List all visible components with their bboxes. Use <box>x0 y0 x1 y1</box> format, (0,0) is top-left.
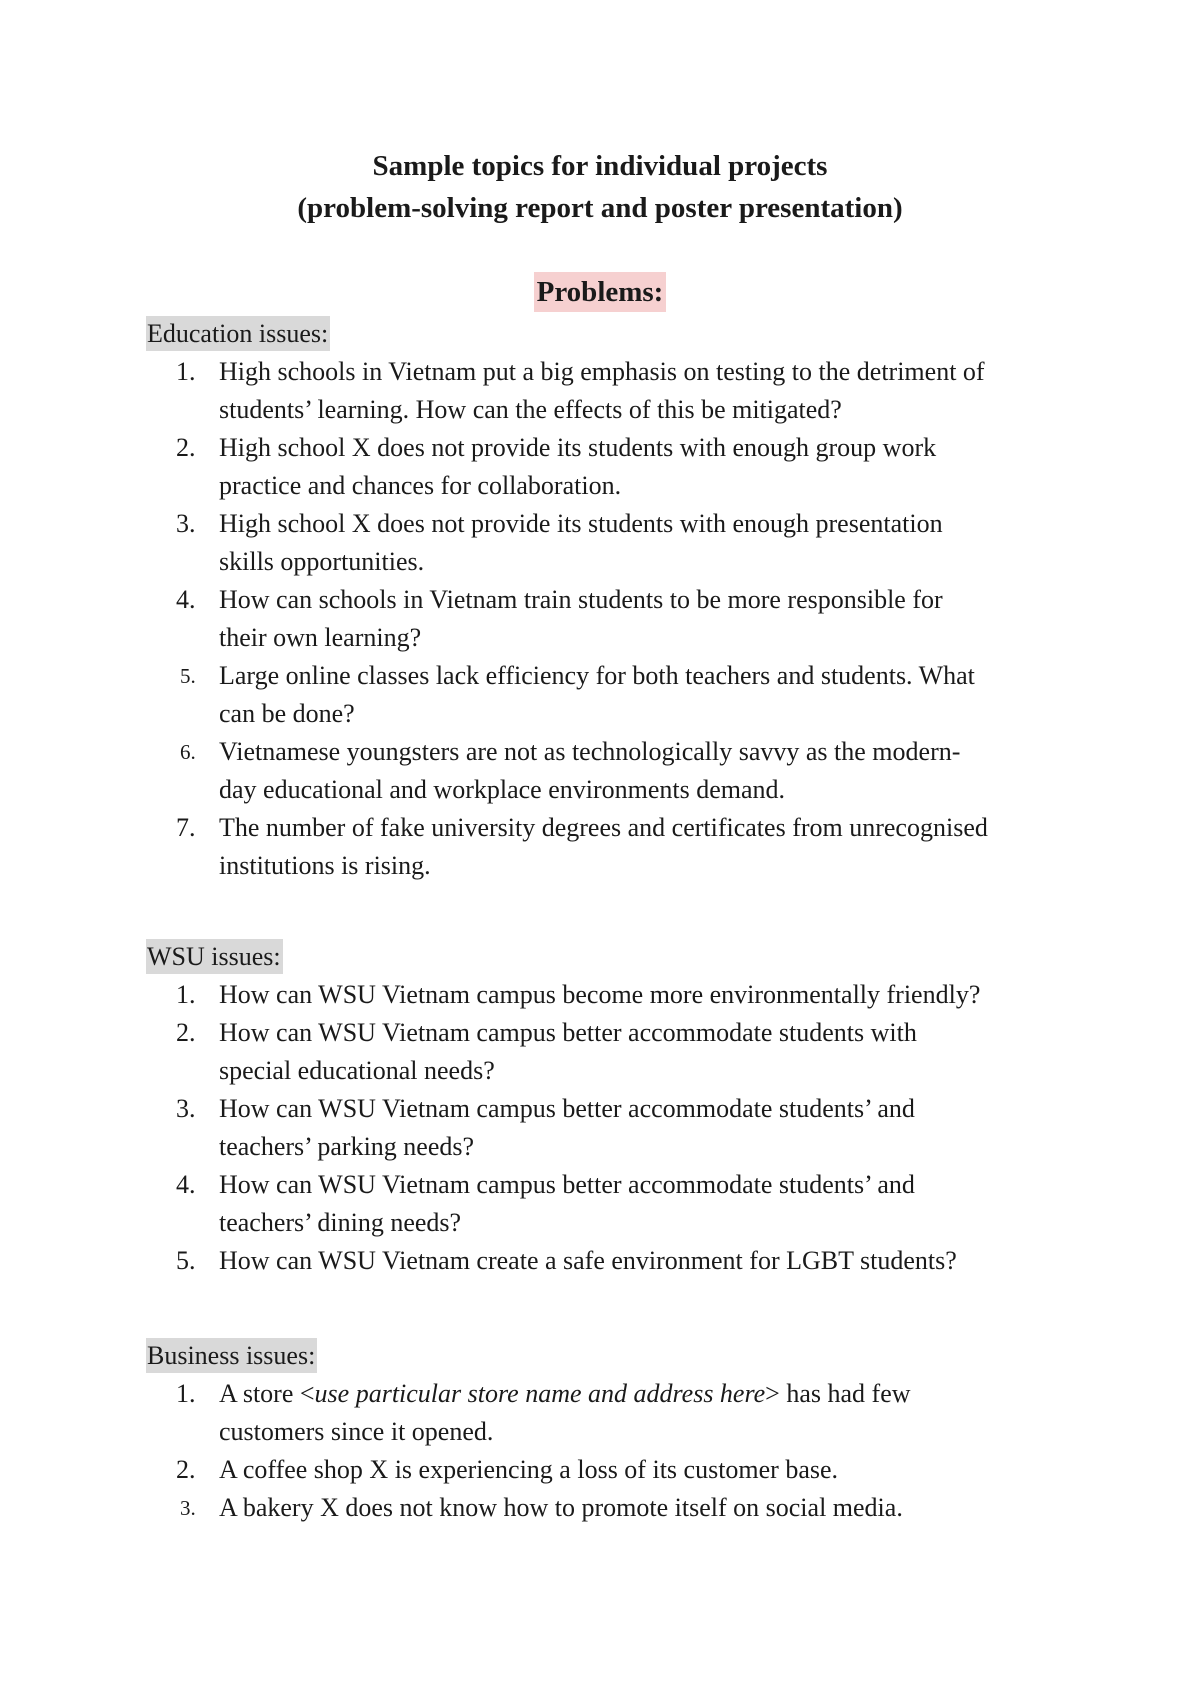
education-issues-heading: Education issues: <box>146 316 330 351</box>
document-title-line1: Sample topics for individual projects <box>372 150 828 182</box>
problems-heading-wrap <box>0 272 1200 312</box>
list-item-line: day educational and workplace environments demand. <box>219 775 786 804</box>
list-number: 1. <box>176 357 196 386</box>
store-suffix-text: > has had few <box>765 1379 911 1408</box>
list-number: 3. <box>176 509 196 538</box>
list-item-line: How can WSU Vietnam campus become more environmentally friendly? <box>219 980 981 1009</box>
list-number: 3. <box>176 1094 196 1123</box>
list-item-line: institutions is rising. <box>219 851 431 880</box>
list-number: 2. <box>176 433 196 462</box>
list-item-line: High schools in Vietnam put a big emphasis on testing to the detriment of <box>219 357 985 386</box>
business-issues-heading: Business issues: <box>146 1338 317 1373</box>
list-number: 4. <box>176 1170 196 1199</box>
problems-heading: Problems: <box>534 272 667 312</box>
list-item <box>0 1451 1200 1489</box>
list-item-line: How can WSU Vietnam campus better accommodate students’ and <box>219 1170 915 1199</box>
list-item <box>0 353 1200 429</box>
list-item <box>0 505 1200 581</box>
list-item-line: Large online classes lack efficiency for both teachers and students. What <box>219 661 975 690</box>
list-item <box>0 809 1200 885</box>
list-number: 5. <box>176 1246 196 1275</box>
list-item-line: How can WSU Vietnam campus better accommodate students with <box>219 1018 917 1047</box>
list-item-line: How can WSU Vietnam campus better accommodate students’ and <box>219 1094 915 1123</box>
wsu-issues-list <box>0 976 1200 1280</box>
list-item-line: practice and chances for collaboration. <box>219 471 622 500</box>
list-item-line: A bakery X does not know how to promote itself on social media. <box>219 1493 903 1522</box>
list-item-line: How can WSU Vietnam create a safe environment for LGBT students? <box>219 1246 957 1275</box>
list-number: 6. <box>180 740 196 764</box>
wsu-issues-heading: WSU issues: <box>146 939 283 974</box>
list-item-line: students’ learning. How can the effects of this be mitigated? <box>219 395 842 424</box>
list-item <box>0 1090 1200 1166</box>
list-item-line: A coffee shop X is experiencing a loss of its customer base. <box>219 1455 839 1484</box>
list-item-line: teachers’ parking needs? <box>219 1132 475 1161</box>
document-title-line2: (problem-solving report and poster presentation) <box>297 192 903 224</box>
education-issues-list <box>0 353 1200 885</box>
list-item-line: their own learning? <box>219 623 422 652</box>
list-number: 1. <box>176 1379 196 1408</box>
list-item <box>0 1014 1200 1090</box>
list-item <box>0 1166 1200 1242</box>
list-item-line: customers since it opened. <box>219 1417 494 1446</box>
list-number: 2. <box>176 1455 196 1484</box>
list-item <box>0 733 1200 809</box>
list-item-line: special educational needs? <box>219 1056 495 1085</box>
list-item <box>0 581 1200 657</box>
list-number: 4. <box>176 585 196 614</box>
list-number: 5. <box>180 664 196 688</box>
store-prefix-text: A store < <box>219 1379 315 1408</box>
list-item <box>0 1242 1200 1280</box>
list-number: 3. <box>180 1496 196 1520</box>
list-item-line: can be done? <box>219 699 355 728</box>
list-item <box>0 429 1200 505</box>
list-item-line: skills opportunities. <box>219 547 425 576</box>
business-issues-list <box>0 1375 1200 1527</box>
list-item-line: How can schools in Vietnam train students to be more responsible for <box>219 585 943 614</box>
list-item <box>0 657 1200 733</box>
list-item-line: The number of fake university degrees and certificates from unrecognised <box>219 813 988 842</box>
list-item <box>0 1489 1200 1527</box>
list-number: 1. <box>176 980 196 1009</box>
list-item <box>0 1375 1200 1451</box>
list-item-line: High school X does not provide its students with enough group work <box>219 433 937 462</box>
list-number: 2. <box>176 1018 196 1047</box>
list-item-line: teachers’ dining needs? <box>219 1208 462 1237</box>
store-placeholder-italic: use particular store name and address here <box>314 1379 766 1408</box>
list-item-line <box>219 1375 1140 1413</box>
list-item-line: Vietnamese youngsters are not as technologically savvy as the modern- <box>219 737 961 766</box>
list-number: 7. <box>176 813 196 842</box>
list-item-line: High school X does not provide its students with enough presentation <box>219 509 943 538</box>
list-item <box>0 976 1200 1014</box>
